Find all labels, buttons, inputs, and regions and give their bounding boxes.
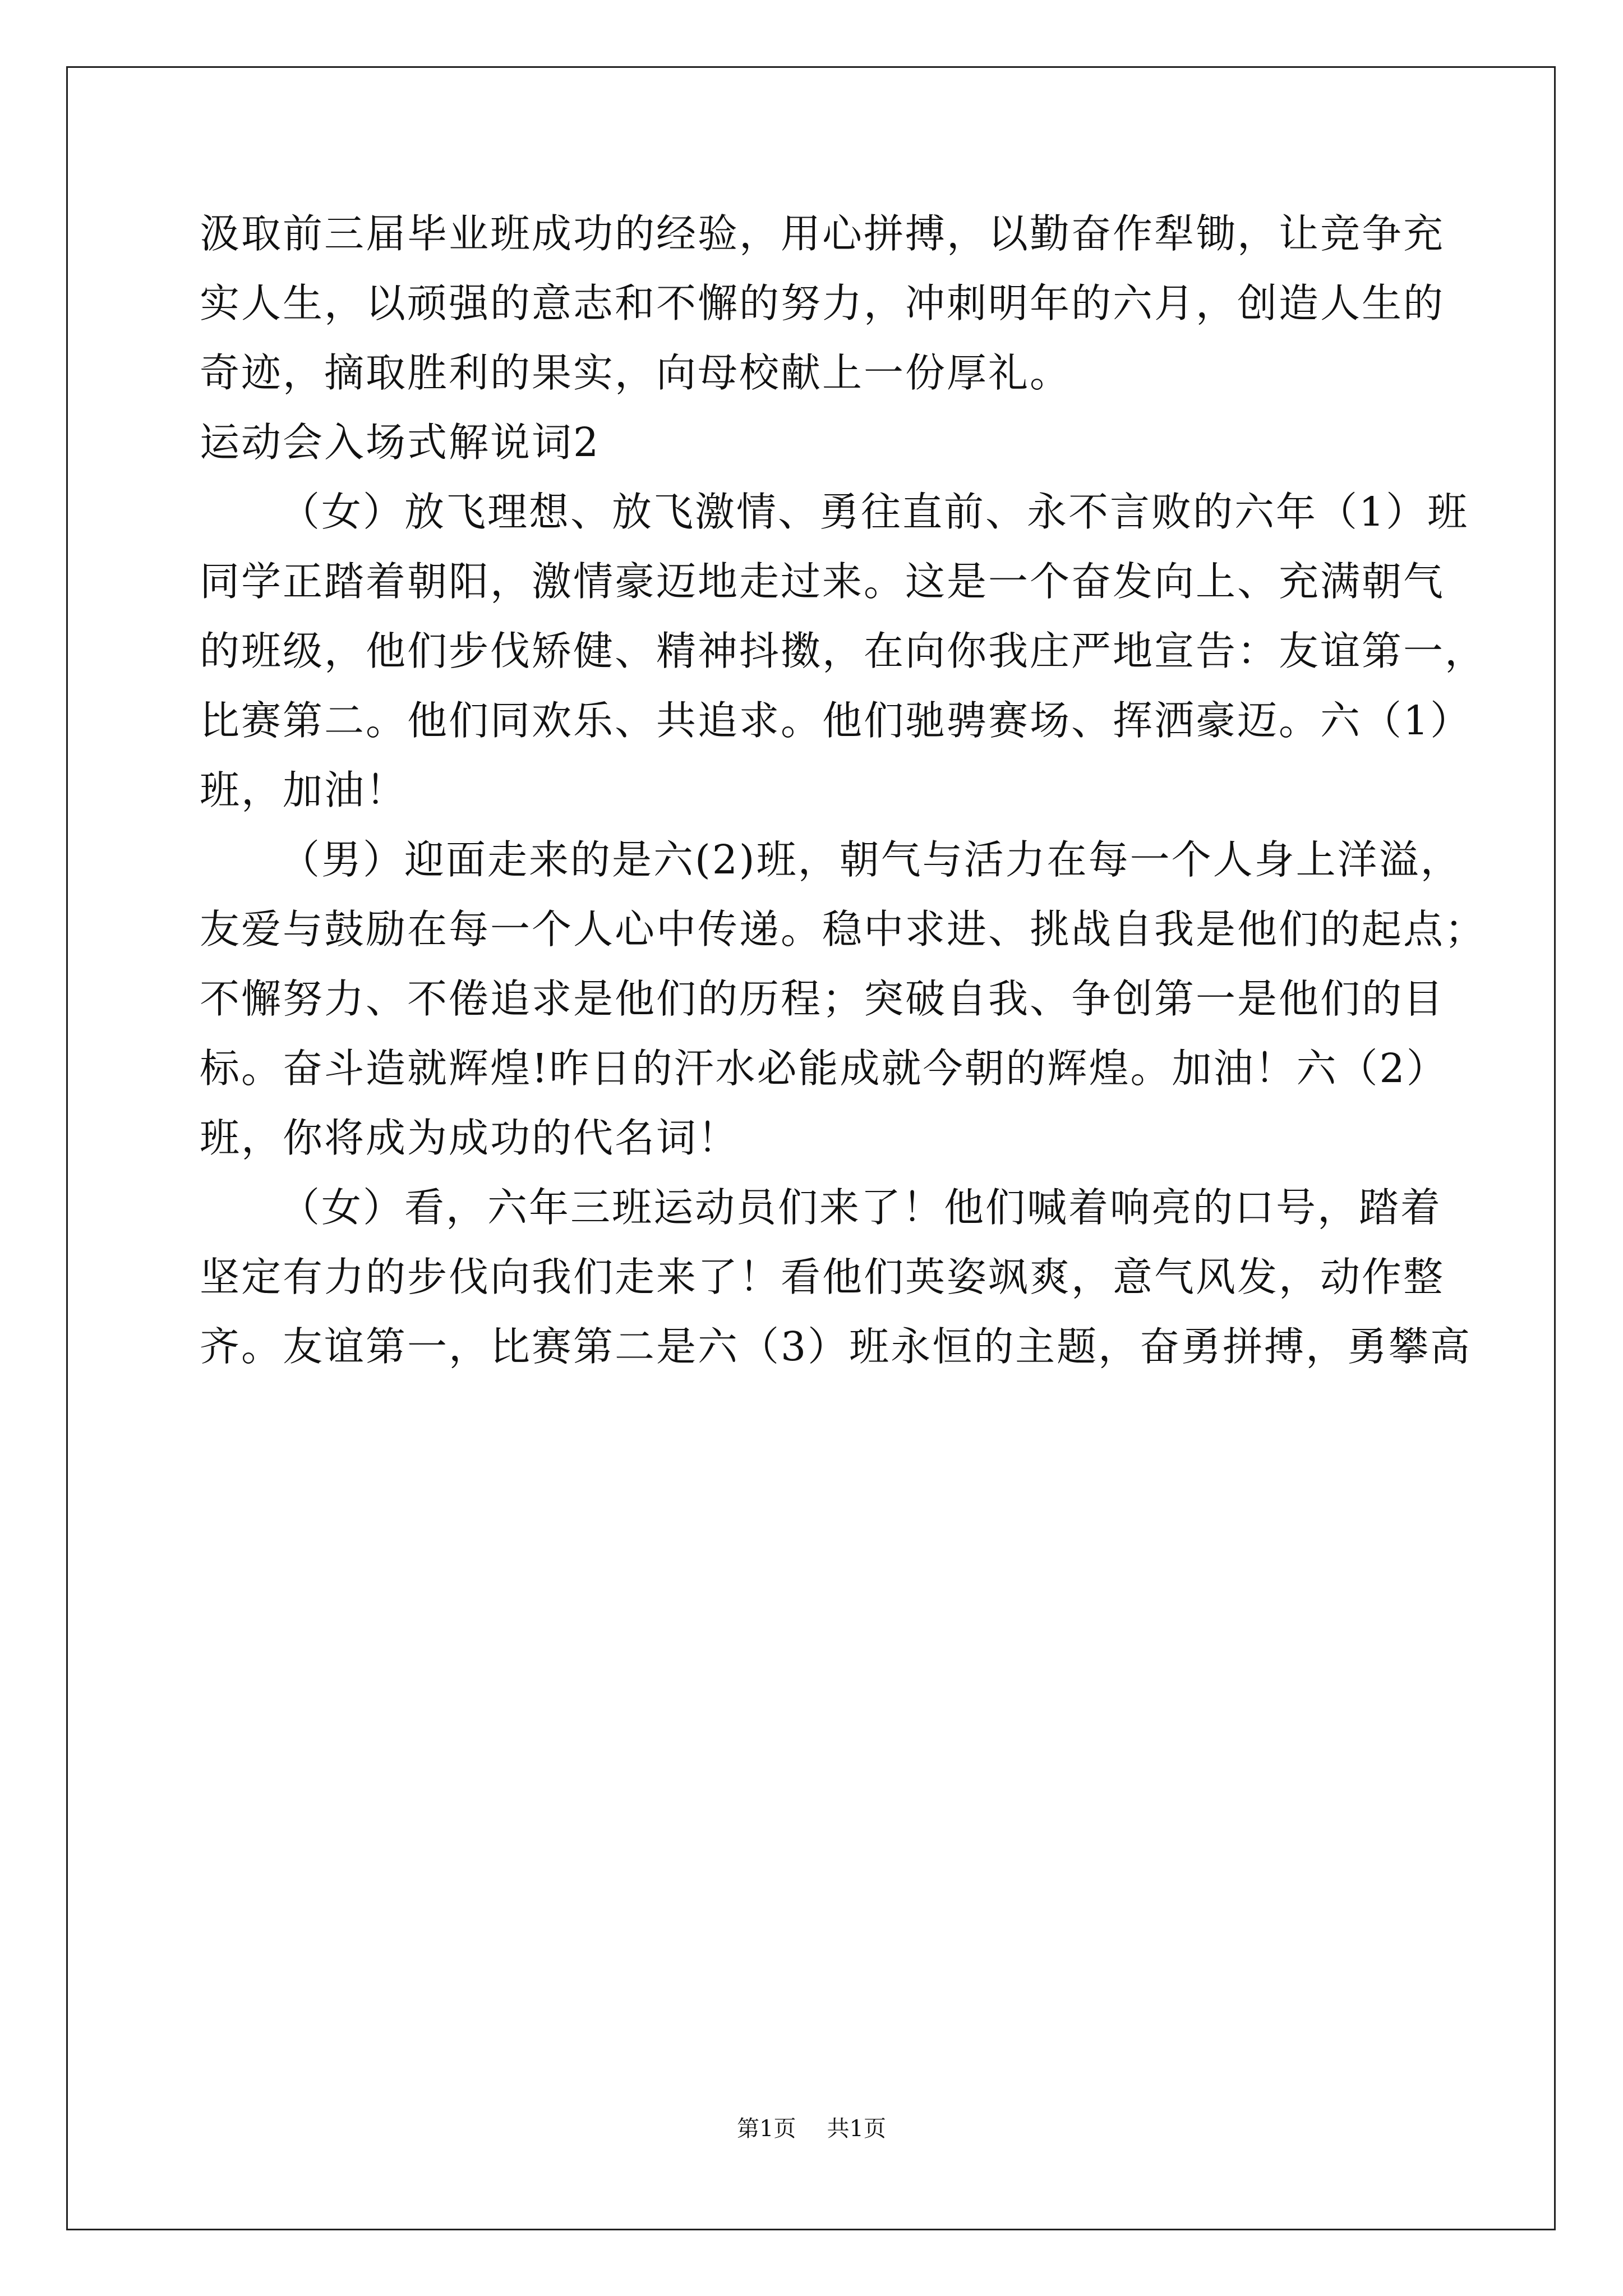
text-line-6: 同学正踏着朝阳，激情豪迈地走过来。这是一个奋发向上、充满朝气 xyxy=(200,558,1445,605)
text-line-2: 实人生，以顽强的意志和不懈的努力，冲刺明年的六月，创造人生的 xyxy=(200,280,1445,326)
text-line-12: 不懈努力、不倦追求是他们的历程；突破自我、争创第一是他们的目 xyxy=(200,976,1445,1022)
page-number-total: 共1页 xyxy=(827,2116,886,2142)
text-line-9: 班，加油！ xyxy=(200,767,408,813)
text-line-14: 班，你将成为成功的代名词！ xyxy=(200,1115,740,1161)
document-body xyxy=(200,199,1487,1382)
text-line-3: 奇迹，摘取胜利的果实，向母校献上一份厚礼。 xyxy=(200,349,1072,396)
text-line-7: 的班级，他们步伐矫健、精神抖擞，在向你我庄严地宣告：友谊第一， xyxy=(200,628,1487,674)
text-line-17: 齐。友谊第一，比赛第二是六（3）班永恒的主题，奋勇拼搏，勇攀高 xyxy=(200,1323,1472,1370)
text-line-10: （男）迎面走来的是六(2)班，朝气与活力在每一个人身上洋溢， xyxy=(280,836,1462,883)
page-number-current: 第1页 xyxy=(737,2116,796,2142)
text-line-1: 汲取前三届毕业班成功的经验，用心拼搏，以勤奋作犁锄，让竞争充 xyxy=(200,210,1445,257)
text-line-16: 坚定有力的步伐向我们走来了！看他们英姿飒爽，意气风发，动作整 xyxy=(200,1254,1445,1300)
text-line-15: （女）看，六年三班运动员们来了！他们喊着响亮的口号，踏着 xyxy=(280,1184,1442,1231)
text-line-8: 比赛第二。他们同欢乐、共追求。他们驰骋赛场、挥洒豪迈。六（1） xyxy=(200,697,1472,744)
text-line-13: 标。奋斗造就辉煌!昨日的汗水必能成就今朝的辉煌。加油！六（2） xyxy=(200,1045,1448,1092)
section-heading: 运动会入场式解说词2 xyxy=(200,419,601,466)
text-line-11: 友爱与鼓励在每一个人心中传递。稳中求进、挑战自我是他们的起点； xyxy=(200,906,1487,953)
page-footer xyxy=(0,2115,1623,2143)
text-line-5: （女）放飞理想、放飞激情、勇往直前、永不言败的六年（1）班 xyxy=(280,489,1469,535)
